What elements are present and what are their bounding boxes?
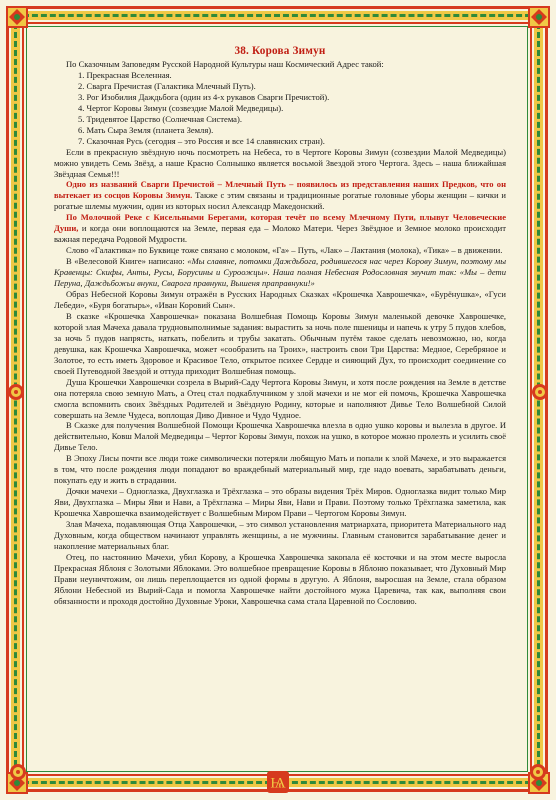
paragraph-text: и когда они воплощаются на Земле, первая еда – Молоко Матери. Через Звёздное и Земное молоко происходит важная передача Родовой Мудрости. xyxy=(54,223,506,245)
paragraph xyxy=(54,256,506,289)
emblem-letter: Ѩ xyxy=(270,773,286,792)
quote-text: «Мы славяне, потомки Даждьбога, родившегося нас через Корову Зимун, поэтому мы Кравенцы: Скифы, Анты, Русы, Борусины и Суроожцы». Наша полная Небесная Родословная звучит так: «Мы – дети Перуна, Даждьбожьи внуки, Сварога правнуки, Вышеня праправнуки!» xyxy=(54,256,506,289)
paragraph xyxy=(54,212,506,245)
paragraph: В Эпоху Лисы почти все люди тоже символически потеряли любящую Мать и попали к злой Мачехе, и это выражается в том, что после рождения люди попадают во враждебный материальный мир, где надо воевать, зарабатывать деньги, покупать еду и жить в страдании. xyxy=(54,453,506,486)
sun-ornament-icon xyxy=(9,763,27,781)
paragraph-text: Также с этим связаны и традиционные рогатые головные уборы женщин – кички и рогатые шлемы мужчин, один из которых носил Александр Македонский. xyxy=(54,190,506,212)
list-item: 1. Прекрасная Вселенная. xyxy=(78,69,172,80)
highlight-text: Одно из названий Сварги Пречистой – Млечный Путь – появилось из представления наших Предков, что он вытекает из сосцов Коровы Зимун. xyxy=(54,179,506,201)
paragraph xyxy=(54,179,506,212)
paragraph: В Сказке для получения Волшебной Помощи Крошечка Хаврошечка влезла в одно ушко коровы и вылезла в другое. И действительно, Ковш Малой Медведицы – Чертог Коровы Зимун, похож на ушко, в которое можно пролезть и усилить своё Дивье Тело. xyxy=(54,420,506,453)
sun-ornament-icon xyxy=(529,763,547,781)
corner-ornament-icon xyxy=(6,6,28,28)
list-item: 3. Рог Изобилия Даждьбога (один из 4-х рукавов Сварги Пречистой). xyxy=(78,91,330,102)
list-item: 5. Тридевятое Царство (Солнечная Система). xyxy=(78,113,242,124)
paragraph: Дочки мачехи – Одноглазка, Двухглазка и Трёхглазка – это образы видения Трёх Миров. Одноглазка видит только Мир Яви, Двухглазка – Миры Яви и Нави, а Трёхглазка – Миры Яви, Нави и Прави. Поэтому только Трёхглазка заметила, как Крошечка Хаврошечка взаимодействует с Волшебным Миром Прави – Чертогом Коровы Зимун. xyxy=(54,486,506,519)
list-item: 4. Чертог Коровы Зимун (созвездие Малой Медведицы). xyxy=(78,102,284,113)
intro-paragraph: По Сказочным Заповедям Русской Народной Культуры наш Космический Адрес такой: xyxy=(66,59,384,69)
list-item: 7. Сказочная Русь (сегодня – это Россия и все 14 славянских стран). xyxy=(78,135,325,146)
paragraph: Душа Крошечки Хаврошечки созрела в Вырий-Саду Чертога Коровы Зимун, и хотя после рождения на Земле в детстве она потеряла свою земную Мать, а Отец стал подкаблучником у злой мачехи и не мог ей помочь, Крошечка Хаврошечка смогла вспомнить своих Звёздных Родителей и Звёздную Родину, которые и наполняют Дивье Тело Волшебной Силой совершать на Земле Чудеса, воплощая Диво Дивное и Чудо Чудное. xyxy=(54,376,506,420)
paragraph: Образ Небесной Коровы Зимун отражён в Русских Народных Сказках «Крошечка Хаврошечка», «Бурёнушка», «Гуси Лебеди», «Буря богатырь», «Иван Коровий Сын». xyxy=(54,289,506,310)
paragraph-text: В «Велесовой Книге» написано: xyxy=(66,256,188,267)
list-item: 6. Мать Сыра Земля (планета Земля). xyxy=(78,124,214,135)
page-title: 38. Корова Зимун xyxy=(234,45,326,57)
paragraph: Отец, по настоянию Мачехи, убил Корову, а Крошечка Хаврошечка закопала её косточки и на этом месте выросла Прекрасная Яблоня с Золотыми Яблоками. Это волшебное превращение Коровы в Яблоню показывает, что Духовный Мир Прави неуничтожим, он лишь переплощается из одной формы в другую. А Яблоня, выросшая на Земле, стала образом Яблони Небесной из Вырий-Сада и помогла Хаврошечке найти достойного мужа Царевича, так как, выполняя свои обязанности и проходя достойно Духовные Уроки, Хаврошечка сама стала Царевной по Сословию. xyxy=(54,551,506,606)
list-item: 2. Сварга Пречистая (Галактика Млечный Путь). xyxy=(78,80,256,91)
article xyxy=(54,44,506,607)
letter-emblem-icon xyxy=(266,770,290,794)
paragraph: Слово «Галактика» по Буквице тоже связано с молоком, «Га» – Путь, «Лак» – Лактания (молока), «Тика» – в движении. xyxy=(66,245,503,256)
paragraph: В сказке «Крошечка Хаврошечка» показана Волшебная Помощь Коровы Зимун маленькой девочке Хаврошечке, которой злая Мачеха давала трудновыполнимые задания: вырастить за ночь поле пшеницы и напечь к утру 5 пудов хлебов, за ночь 5 пудов напрясть, наткать, побелить и трубы закатать. Обычным путём такое сделать невозможно, но, когда девушка, как Крошечка Хаврошечка, может «сообразить на Троих», настроить свои Три Царства: Медное, Серебряное и Золотое, то есть иметь Здоровое и Красивое Тело, открытое психее Сердце и сияющий Дух, то происходит соединение со своей Путеводной Звездой и оттуда приходит Волшебная помощь. xyxy=(54,310,506,376)
address-list xyxy=(54,70,506,147)
paragraph: Если в прекрасную звёздную ночь посмотреть на Небеса, то в Чертоге Коровы Зимун (созвездии Малой Медведицы) можно увидеть Семь Звёзд, а наше Красно Солнышко является восьмой Звездой этого Чертога. Здесь – наша ближайшая Звёздная Семья!!! xyxy=(54,146,506,179)
sun-ornament-icon xyxy=(7,383,25,401)
highlight-text: По Молочной Реке с Кисельными Берегами, которая течёт по всему Млечному Пути, плывут Человеческие Души, xyxy=(54,212,506,234)
sun-ornament-icon xyxy=(531,383,549,401)
paragraph: Злая Мачеха, подавляющая Отца Хаврошечки, – это символ установления матриархата, приоритета Материального над Духовным, когда обществом начинают управлять женщины, а не мужчины. Главным становится зарабатывание денег и накопление материальных благ. xyxy=(54,519,506,551)
corner-ornament-icon xyxy=(528,6,550,28)
